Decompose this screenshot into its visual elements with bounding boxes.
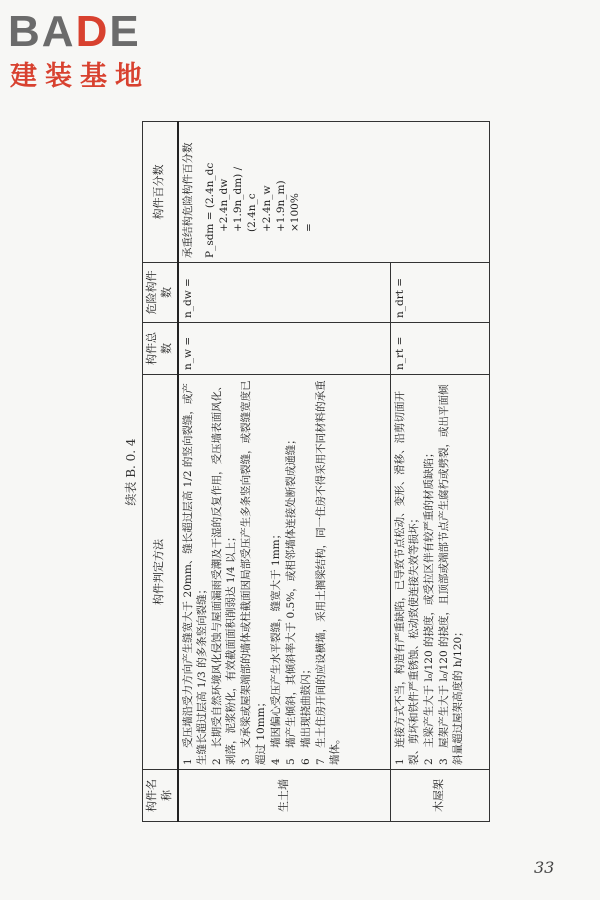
bade-logo	[8, 8, 178, 98]
row-danger-earth-wall: n_dw =	[178, 263, 390, 323]
header-percent: 构件百分数	[143, 122, 178, 263]
formula-line: ×100%	[288, 193, 301, 232]
rotated-page	[118, 122, 498, 822]
row-danger-wood-truss: n_drt =	[390, 263, 489, 323]
header-name: 构件名称	[143, 770, 178, 822]
method-item: 1 连接方式不当，构造有严重缺陷，已导致节点松动、变形、滑移、沿剪切面开裂、剪坏和铁件严重锈蚀、松动致使连接失效等损坏；	[393, 390, 420, 765]
row-name-earth-wall: 生土墙	[178, 770, 390, 822]
formula-line: P_sdm = (2.4n_dc	[203, 162, 216, 258]
method-item: 7 生土住房开间的应设横墙，采用土搁梁结构，同一住房不得采用不同材料的承重墙体。	[315, 380, 342, 765]
formula-line: +2.4n_dw	[218, 178, 231, 232]
formula-line: =	[303, 223, 316, 232]
table-header-row	[143, 122, 178, 822]
header-method: 构件判定方法	[143, 375, 178, 770]
formula-line: (2.4n_c	[246, 193, 259, 232]
row-total-wood-truss: n_rt =	[390, 323, 489, 375]
formula-line: +1.9n_m)	[274, 180, 287, 232]
percent-formula	[178, 122, 490, 263]
method-item: 5 墙产生倾斜，其倾斜率大于 0.5%，或相邻墙体连接处断裂成通缝；	[284, 434, 297, 765]
header-total: 构件总数	[143, 323, 178, 375]
method-item: 3 支承梁或屋架端部的墙体或柱截面因局部受压产生多条竖向裂缝，或裂缝宽度已超过 10mm；	[240, 380, 267, 765]
page-number: 33	[534, 858, 555, 877]
formula-line: +2.4n_w	[260, 185, 273, 232]
table-row	[178, 122, 390, 822]
method-item: 6 墙出现挠曲鼓闪；	[300, 663, 313, 765]
row-total-earth-wall: n_w =	[178, 323, 390, 375]
row-name-wood-truss: 木屋架	[390, 770, 489, 822]
method-item: 2 主梁产生大于 l₀/120 的挠度，或受拉区伴有较严重的材质缺陷；	[422, 447, 435, 765]
method-item: 1 受压墙沿受力方向产生缝宽大于 20mm、缝长超过层高 1/2 的竖向裂缝，或产生缝长超过层高 1/3 的多条竖向裂缝；	[181, 383, 208, 765]
assessment-table	[142, 121, 490, 822]
formula-line: +1.9n_dm) /	[232, 166, 245, 232]
row-method-wood-truss	[390, 375, 489, 770]
header-danger: 危险构件数	[143, 263, 178, 323]
row-method-earth-wall	[178, 375, 390, 770]
logo-subtitle: 建装基地	[10, 61, 150, 92]
formula-intro: 承重结构危险构件百分数	[181, 142, 194, 258]
logo-wordmark: BADE	[8, 7, 141, 56]
method-item: 3 屋架产生大于 l₀/120 的挠度，且顶部或端部节点产生腐朽或劈裂，或出平面倾斜量超过屋架高度的 h/120；	[438, 384, 465, 765]
method-item: 2 长期受自然环境风化侵蚀与屋面漏雨受潮及干湿的反复作用，受压墙表面风化、剥落，泥浆粉化，有效截面面积削弱达 1/4 以上；	[211, 380, 238, 765]
table-caption: 续表 B. 0. 4	[124, 438, 138, 506]
method-item: 4 墙因偏心受压产生水平裂缝，缝宽大于 1mm；	[269, 528, 282, 765]
